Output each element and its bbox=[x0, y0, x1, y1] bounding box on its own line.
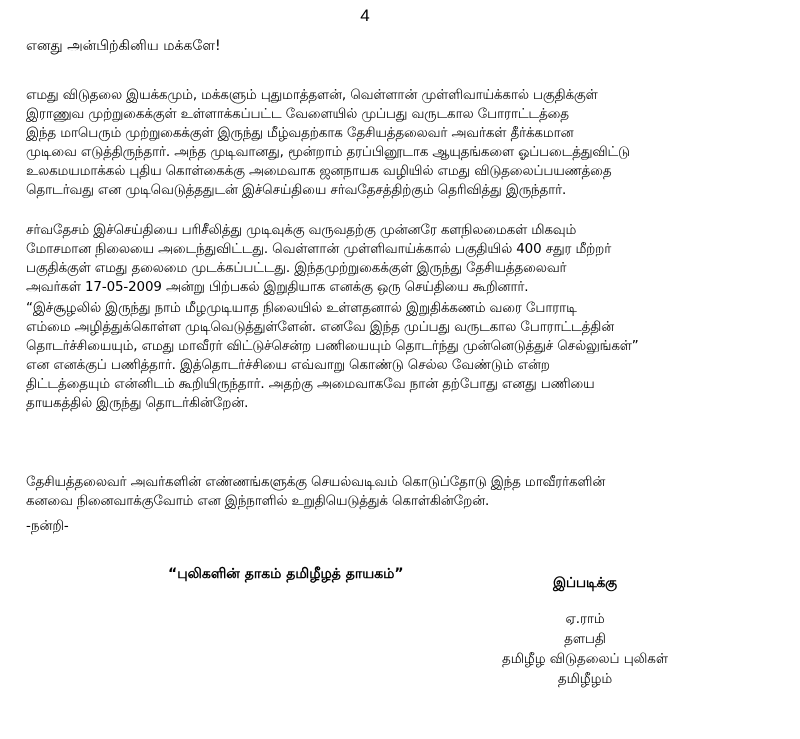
paragraph-line: மோசமான நிலையை அடைந்துவிட்டது. வெள்ளான் முள்ளிவாய்க்கால் பகுதியில் 400 சதுர மீற்றர் bbox=[26, 242, 612, 257]
paragraph-line: தாயகத்தில் இருந்து தொடர்கின்றேன். bbox=[26, 396, 249, 411]
signature-closing: இப்படிக்கு bbox=[553, 576, 617, 591]
paragraph-line: இந்த மாபெரும் முற்றுகைக்குள் இருந்து மீழ்வதற்காக தேசியத்தலைவர் அவர்கள் தீர்க்கமான bbox=[26, 126, 574, 141]
signatory-place: தமிழீழம் bbox=[557, 672, 613, 687]
paragraph-4 bbox=[26, 473, 778, 511]
paragraph-1 bbox=[26, 86, 778, 200]
signatory-name: ஏ.ராம் bbox=[565, 612, 605, 627]
paragraph-line: எம்மை அழித்துக்கொள்ள முடிவெடுத்துள்ளேன். எனவே இந்த முப்பது வருடகால போராட்டத்தின் bbox=[26, 320, 614, 335]
paragraph-line: சர்வதேசம் இச்செய்தியை பரிசீலித்து முடிவுக்கு வருவதற்கு முன்னரே களநிலமைகள் மிகவும் bbox=[26, 223, 577, 238]
signatory-organization: தமிழீழ விடுதலைப் புலிகள் bbox=[502, 652, 668, 667]
paragraph-line: தொடர்வது என முடிவெடுத்ததுடன் இச்செய்தியை சர்வதேசத்திற்கும் தெரிவித்து இருந்தார். bbox=[26, 183, 567, 198]
paragraph-line: பகுதிக்குள் எமது தலைமை முடக்கப்பட்டது. இந்தமுற்றுகைக்குள் இருந்து தேசியத்தலைவர் bbox=[26, 261, 567, 276]
paragraph-line: தேசியத்தலைவர் அவர்களின் எண்ணங்களுக்கு செயல்வடிவம் கொடுப்தோடு இந்த மாவீரர்களின் bbox=[26, 475, 606, 490]
paragraph-line: எமது விடுதலை இயக்கமும், மக்களும் புதுமாத்தளன், வெள்ளான் முள்ளிவாய்க்கால் பகுதிக்குள் bbox=[26, 88, 598, 103]
signatory-title: தளபதி bbox=[564, 632, 606, 647]
paragraph-line: தொடர்ச்சியையும், எமது மாவீரர் விட்டுச்சென்ற பணியையும் தொடர்ந்து முன்னெடுத்துச் செல்லுங்கள்” bbox=[26, 339, 639, 354]
salutation: எனது அன்பிற்கினிய மக்களே! bbox=[26, 38, 221, 54]
paragraph-line: கனவை நினைவாக்குவோம் என இந்நாளில் உறுதியெடுத்துக் கொள்கின்றேன். bbox=[26, 494, 490, 509]
paragraph-3 bbox=[26, 299, 778, 413]
slogan: “புலிகளின் தாகம் தமிழீழத் தாயகம்” bbox=[168, 566, 404, 582]
paragraph-line: “இச்சூழலில் இருந்து நாம் மீழமுடியாத நிலையில் உள்ளதனால் இறுதிக்கணம் வரை போராடி bbox=[26, 301, 577, 316]
paragraph-2 bbox=[26, 221, 778, 297]
paragraph-line: திட்டத்தையும் என்னிடம் கூறியிருந்தார். அதற்கு அமைவாகவே நான் தற்போது எனது பணியை bbox=[26, 377, 595, 392]
paragraph-line: முடிவை எடுத்திருந்தார். அந்த முடிவானது, மூன்றாம் தரப்பினூடாக ஆயுதங்களை ஓப்படைத்துவிட்டு bbox=[26, 145, 630, 160]
page-number: 4 bbox=[360, 6, 370, 25]
paragraph-line: அவர்கள் 17-05-2009 அன்று பிற்பகல் இறுதியாக எனக்கு ஒரு செய்தியை கூறினார். bbox=[26, 280, 529, 295]
paragraph-line: என எனக்குப் பணித்தார். இத்தொடர்ச்சியை எவ்வாறு கொண்டு செல்ல வேண்டும் என்ற bbox=[26, 358, 550, 373]
paragraph-line: உலகமயமாக்கல் புதிய கொள்கைக்கு அமைவாக ஜனநாயக வழியில் எமது விடுதலைப்பயணத்தை bbox=[26, 164, 612, 179]
thanks-note: -நன்றி- bbox=[26, 519, 69, 534]
signature-block bbox=[470, 574, 700, 690]
paragraph-line: இராணுவ முற்றுகைக்குள் உள்ளாக்கப்பட்ட வேளையில் முப்பது வருடகால போராட்டத்தை bbox=[26, 107, 569, 122]
